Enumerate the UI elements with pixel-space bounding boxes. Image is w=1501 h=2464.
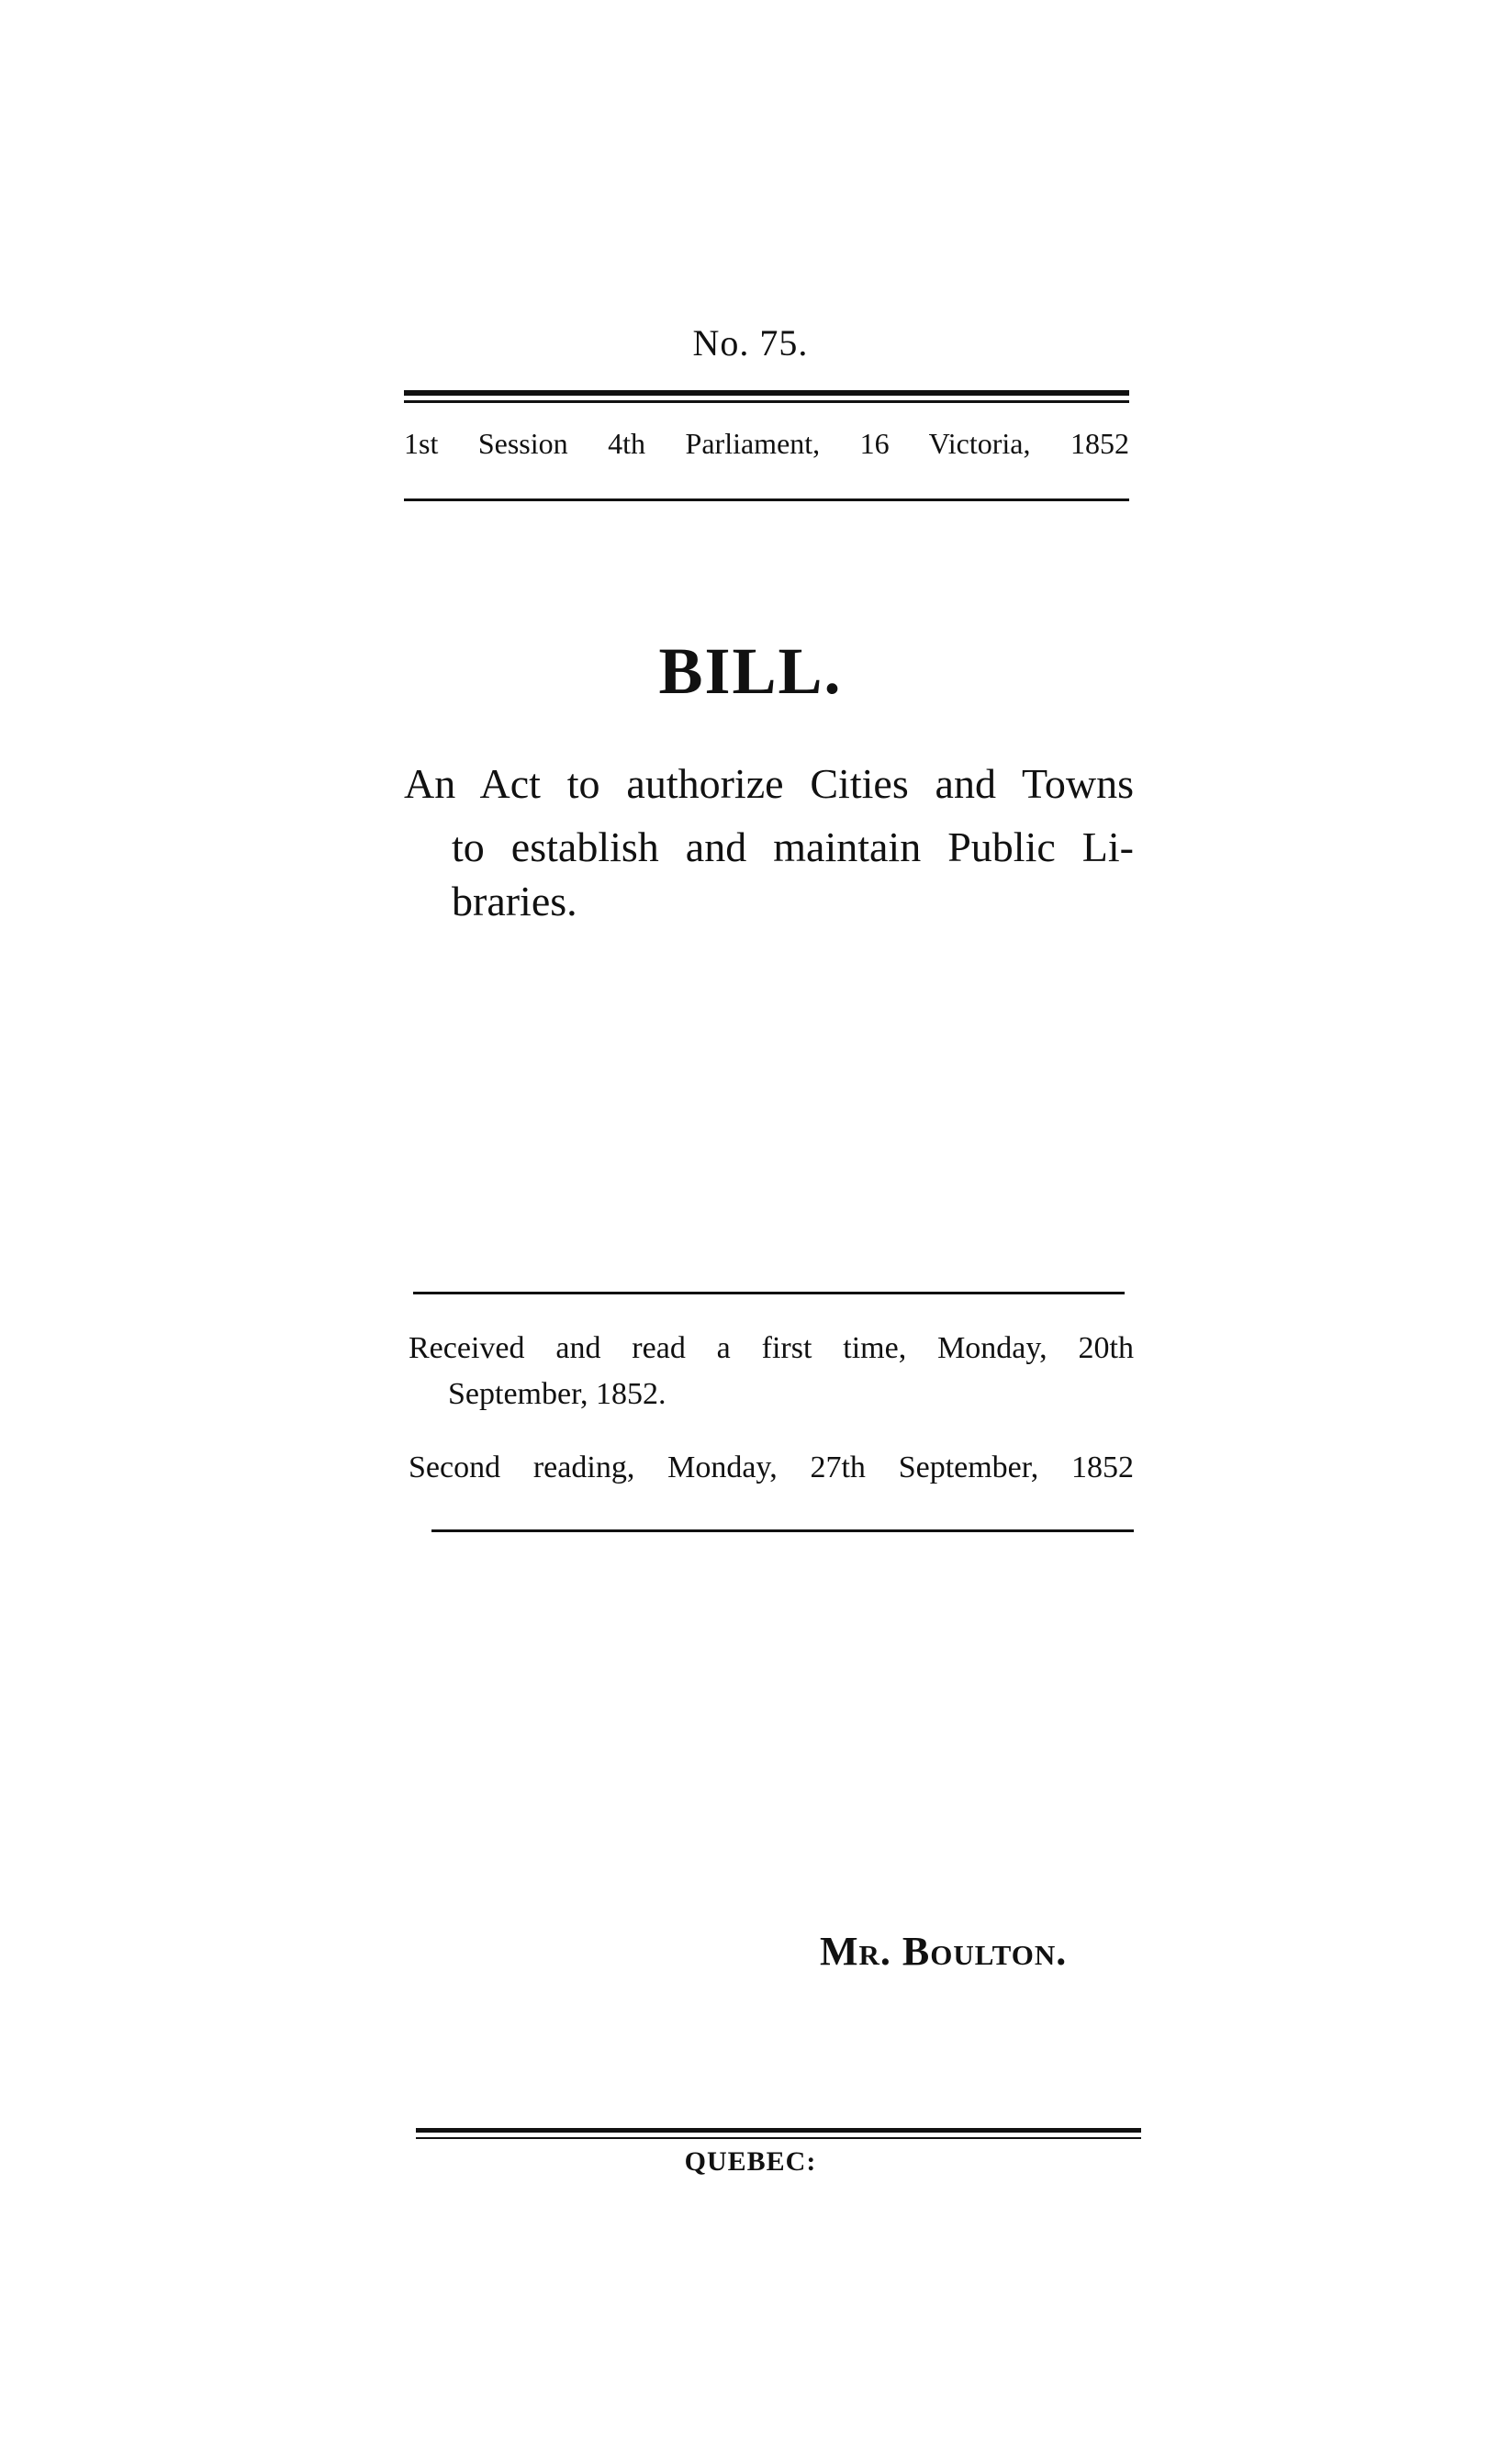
bill-title-line: braries.	[452, 878, 577, 924]
session-line: 1st Session 4th Parliament, 16 Victoria, 1852	[404, 427, 1129, 460]
first-reading-line: Received and read a first time, Monday, 20th	[409, 1331, 1134, 1365]
rule-bottom-thin	[416, 2137, 1141, 2139]
rule-bottom-thick	[416, 2128, 1141, 2133]
imprint-place: QUEBEC:	[684, 2146, 817, 2177]
bill-title-line: An Act to authorize Cities and Towns	[404, 760, 1134, 807]
rule-top-thin	[404, 400, 1129, 403]
rule-after-session	[404, 498, 1129, 501]
rule-top-thick	[404, 390, 1129, 396]
second-reading-line: Second reading, Monday, 27th September, 1852	[409, 1450, 1134, 1484]
member-name: Mr. Boulton.	[820, 1929, 1068, 1974]
bill-heading: BILL.	[658, 634, 843, 708]
bill-title-line: to establish and maintain Public Li-	[452, 823, 1134, 870]
rule-before-reading	[413, 1292, 1125, 1294]
bill-number: No. 75.	[692, 322, 809, 364]
first-reading-line: September, 1852.	[448, 1377, 666, 1411]
rule-after-reading	[431, 1529, 1134, 1532]
